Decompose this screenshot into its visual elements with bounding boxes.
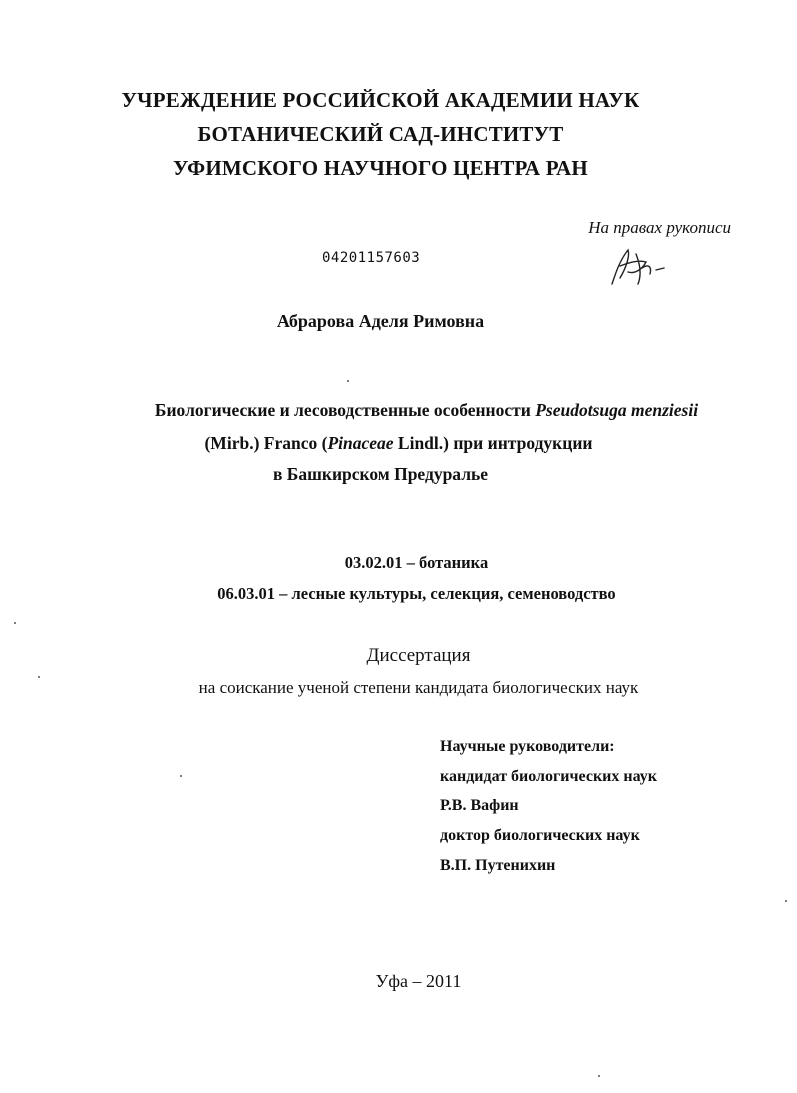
city-year: Уфа – 2011 (375, 971, 462, 991)
supervisors-heading: Научные руководители: (440, 738, 615, 755)
institution-line-2: БОТАНИЧЕСКИЙ САД-ИНСТИТУТ (197, 122, 564, 146)
title-line-2 (0, 433, 797, 454)
title-family-name: Pinaceae (327, 433, 394, 453)
supervisor-1-degree: кандидат биологических наук (440, 768, 657, 785)
signature-image (606, 244, 670, 288)
title-line-1 (28, 400, 797, 421)
rights-note: На правах рукописи (588, 218, 731, 237)
title-line-1-text: Биологические и лесоводственные особенности (154, 400, 536, 420)
title-line-3: в Башкирском Предуралье (272, 464, 489, 484)
scan-speck (14, 622, 16, 624)
scan-speck (180, 775, 182, 777)
scan-speck (347, 380, 349, 382)
document-type: Диссертация (366, 645, 471, 666)
scan-speck (785, 900, 787, 902)
scan-speck (598, 1075, 600, 1077)
degree-line: на соискание ученой степени кандидата биологических наук (198, 678, 639, 697)
title-line-2-text-c: Lindl.) при интродукции (393, 433, 593, 453)
title-line-2-text-a: (Mirb.) Franco ( (204, 433, 328, 453)
barcode-number: 04201157603 (322, 250, 421, 266)
supervisor-2-degree: доктор биологических наук (440, 827, 640, 844)
author-name: Абрарова Аделя Римовна (276, 311, 485, 331)
supervisor-1-name: Р.В. Вафин (440, 797, 519, 814)
institution-line-3: УФИМСКОГО НАУЧНОГО ЦЕНТРА РАН (173, 156, 588, 180)
specialty-1: 03.02.01 – ботаника (344, 553, 489, 572)
scan-speck (38, 676, 40, 678)
title-species-name: Pseudotsuga menziesii (535, 400, 699, 420)
supervisor-2-name: В.П. Путенихин (440, 857, 556, 874)
institution-line-1: УЧРЕЖДЕНИЕ РОССИЙСКОЙ АКАДЕМИИ НАУК (121, 88, 640, 112)
specialty-2: 06.03.01 – лесные культуры, селекция, семеноводство (217, 584, 616, 603)
